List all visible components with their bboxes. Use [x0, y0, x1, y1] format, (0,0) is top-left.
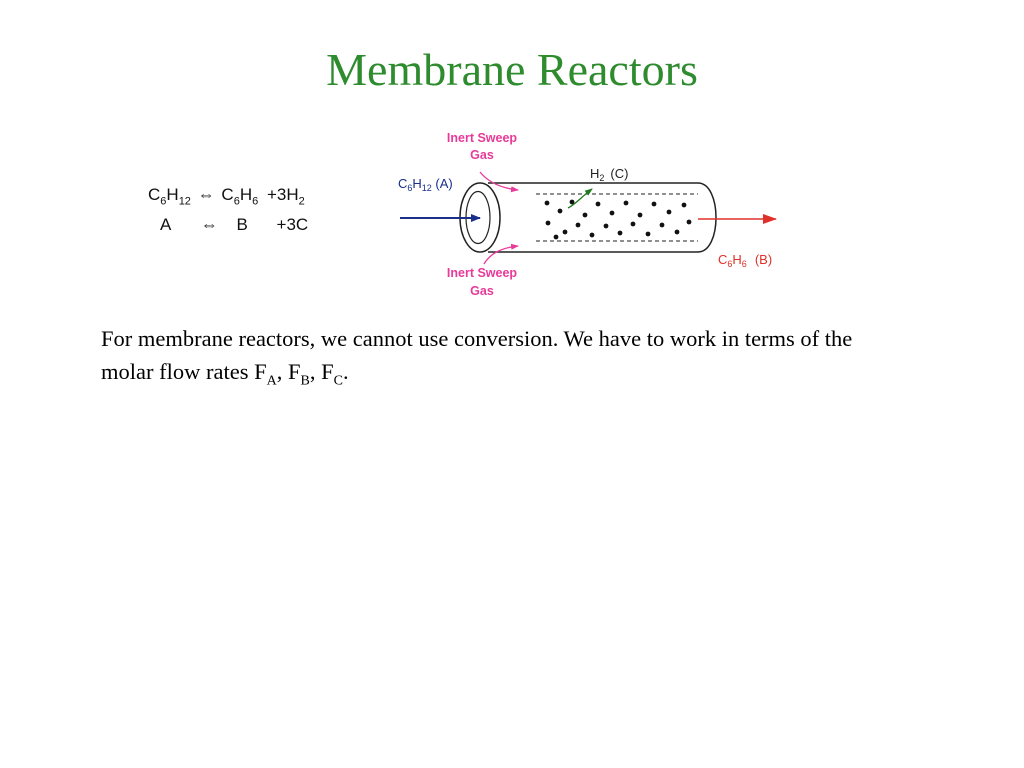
body-separator: , F	[309, 359, 334, 384]
sweep-gas-label-bottom-line1: Inert Sweep	[446, 266, 518, 280]
sweep-gas-label-top-line1: Inert Sweep	[446, 131, 518, 145]
sweep-gas-label-bottom-line2: Gas	[470, 284, 494, 298]
eq-c: C	[148, 185, 161, 204]
membrane-tube	[536, 194, 698, 241]
subscript-a: A	[266, 373, 277, 389]
eq-sub: 6	[233, 195, 240, 208]
eq-sub: 6	[160, 195, 167, 208]
feed-label: $C_6H_{12}$ (A)	[398, 176, 453, 193]
species-c-term: +3C	[276, 215, 309, 234]
slide-title: Membrane Reactors	[326, 44, 698, 95]
body-text-main: For membrane reactors, we cannot use conversion. We have to work in terms of the molar flow rates F	[101, 326, 853, 384]
hydrogen-permeate-arrow	[568, 189, 592, 208]
benzene-formula	[221, 185, 259, 208]
reaction-letter-row	[148, 210, 308, 240]
cyclohexane-formula	[148, 185, 191, 208]
eq-sub: 12	[178, 195, 191, 208]
eq-h: H	[166, 185, 179, 204]
catalyst-particles	[545, 200, 692, 240]
hydrogen-label: $H_2$ (C)	[590, 166, 629, 183]
equilibrium-arrow: ⇔	[200, 215, 218, 234]
subscript-c: C	[333, 373, 343, 389]
eq-h2: +3H	[266, 185, 299, 204]
product-b-label: $C_6H_6$ (B)	[718, 252, 773, 269]
eq-h: H	[239, 185, 253, 204]
hydrogen-term	[266, 185, 305, 208]
membrane-reactor-diagram	[380, 120, 800, 305]
species-b: B	[236, 215, 248, 234]
body-paragraph	[101, 322, 901, 398]
outer-tube	[460, 183, 716, 252]
eq-sub: 6	[252, 195, 259, 208]
sweep-gas-label-top-line2: Gas	[470, 148, 494, 162]
body-separator: , F	[276, 359, 301, 384]
eq-c: C	[221, 185, 234, 204]
eq-sub: 2	[298, 195, 305, 208]
body-end-period: .	[342, 359, 349, 384]
subscript-b: B	[300, 373, 310, 389]
species-a: A	[160, 215, 172, 234]
reaction-equation	[148, 180, 308, 240]
equilibrium-arrow: ⇔	[197, 185, 215, 204]
reaction-formula-row	[148, 180, 308, 210]
